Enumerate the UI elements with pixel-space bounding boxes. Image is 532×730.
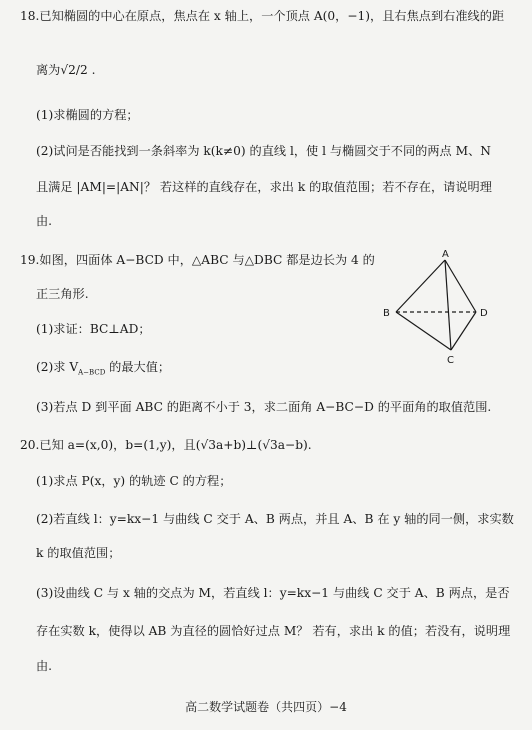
problem-18-part-2-line-1: (2)试问是否能找到一条斜率为 k(k≠0) 的直线 l，使 l 与椭圆交于不同的两点 M、N xyxy=(36,144,491,158)
problem-20-part-2-line-2: k 的取值范围； xyxy=(36,546,121,560)
page-footer: 高二数学试题卷（共四页）−4 xyxy=(185,700,347,714)
problem-18-part-2-line-3: 由. xyxy=(36,214,53,228)
problem-20-part-2-line-1: (2)若直线 l：y=kx−1 与曲线 C 交于 A、B 两点，并且 A、B 在 y 轴的同一侧，求实数 xyxy=(36,512,514,526)
problem-number: 19. xyxy=(20,253,40,267)
problem-number: 20. xyxy=(20,438,40,452)
problem-19-part-1: (1)求证：BC⊥AD； xyxy=(36,322,151,336)
problem-19-line-2: 正三角形. xyxy=(36,287,89,301)
problem-18-part-1: (1)求椭圆的方程； xyxy=(36,108,139,122)
problem-18-line-2: 离为√2/2 . xyxy=(36,63,96,77)
problem-19-part-2: (2)求 $V_{A-BCD}$ 的最大值； xyxy=(36,360,171,377)
problem-20-part-3-line-1: (3)设曲线 C 与 x 轴的交点为 M，若直线 l：y=kx−1 与曲线 C 交于 A、B 两点，是否 xyxy=(36,586,510,600)
problem-19-line-1: 19.如图，四面体 A−BCD 中，△ABC 与△DBC 都是边长为 4 的 xyxy=(20,253,375,267)
label-c: C xyxy=(447,355,454,366)
label-b: B xyxy=(383,308,390,319)
label-a: A xyxy=(442,249,449,260)
tetrahedron-figure xyxy=(372,246,502,376)
problem-19-part-3: (3)若点 D 到平面 ABC 的距离不小于 3，求二面角 A−BC−D 的平面角的取值范围. xyxy=(36,400,492,414)
problem-20-part-3-line-2: 存在实数 k，使得以 AB 为直径的圆恰好过点 M？ 若有，求出 k 的值；若没有，说明理 xyxy=(36,624,511,638)
problem-20-line-1: 20.已知 a=(x,0)，b=(1,y)，且(√3a+b)⊥(√3a−b). xyxy=(20,438,312,452)
problem-20-part-1: (1)求点 P(x，y) 的轨迹 C 的方程； xyxy=(36,474,232,488)
edge-ac xyxy=(445,260,451,350)
problem-18-line-1: 18.已知椭圆的中心在原点，焦点在 x 轴上，一个顶点 A(0，−1)，且右焦点到右准线的距 xyxy=(20,9,505,23)
edge-bc xyxy=(396,312,451,350)
problem-20-part-3-line-3: 由. xyxy=(36,659,53,673)
problem-number: 18. xyxy=(20,9,40,23)
edge-dc xyxy=(451,312,476,350)
edge-ad xyxy=(445,260,476,312)
edge-ab xyxy=(396,260,445,312)
problem-18-part-2-line-2: 且满足 |AM|=|AN|？ 若这样的直线存在，求出 k 的取值范围；若不存在，请说明理 xyxy=(36,180,492,194)
label-d: D xyxy=(480,308,488,319)
